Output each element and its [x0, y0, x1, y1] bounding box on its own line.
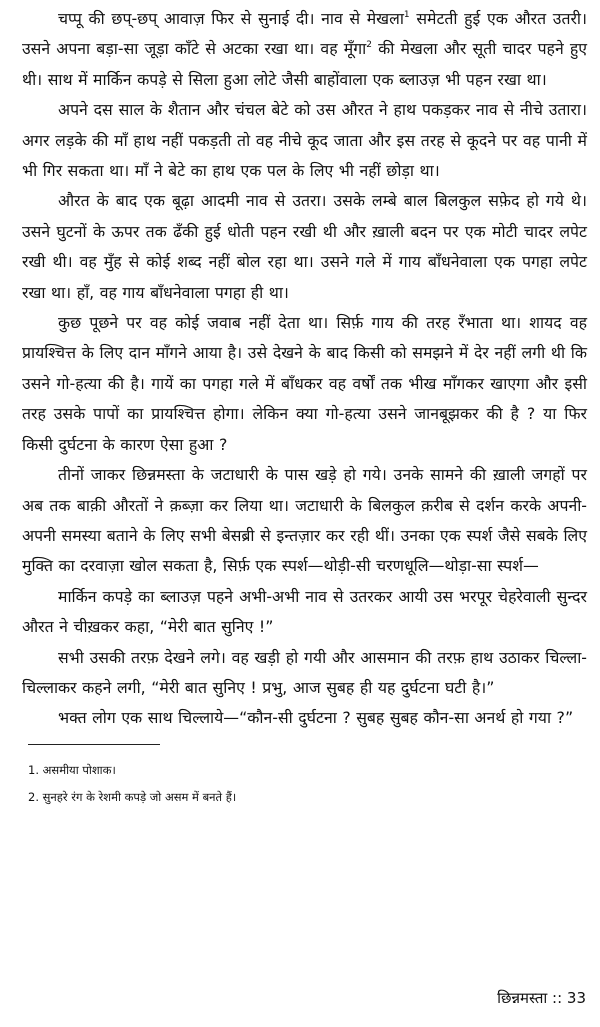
paragraph-1-text-b: समेटती हुई एक औरत उतरी। उसने अपना बड़ा-सा जूड़ा काँटे से अटका रखा था। वह मूँगा	[22, 9, 587, 59]
paragraph-4: कुछ पूछने पर वह कोई जवाब नहीं देता था। सिर्फ़ गाय की तरह रँभाता था। शायद वह प्रायश्चित्त के लिए दान माँगने आया है। उसे देखने के बाद किसी को समझने में देर नहीं लगी थी कि उसने गो-हत्या की है। गायें का पगहा गले में बाँधकर वह वर्षों तक भीख माँगकर खाएगा और इसी तरह उसके पापों का प्रायश्चित्त होगा। लेकिन क्या गो-हत्या उसने जानबूझकर की है ? या फिर किसी दुर्घटना के कारण ऐसा हुआ ?	[22, 313, 587, 454]
paragraph-7: सभी उसकी तरफ़ देखने लगे। वह खड़ी हो गयी और आसमान की तरफ़ हाथ उठाकर चिल्ला-चिल्लाकर कहने लगी, “मेरी बात सुनिए ! प्रभु, आज सुबह ही यह दुर्घटना घटी है।”	[22, 647, 587, 697]
paragraph-5: तीनों जाकर छिन्नमस्ता के जटाधारी के पास खड़े हो गये। उनके सामने की ख़ाली जगहों पर अब तक बाक़ी औरतों ने क़ब्ज़ा कर लिया था। जटाधारी के बिलकुल क़रीब से दर्शन करके अपनी-अपनी समस्या बताने के लिए सभी बेसब्री से इन्तज़ार कर रही थीं। उनका एक स्पर्श जैसे सबके लिए मुक्ति का दरवाज़ा खोल सकता है, सिर्फ़ एक स्पर्श—थोड़ी-सी चरणधूलि—थोड़ा-सा स्पर्श—	[22, 465, 587, 576]
footnote-marker-1: 1	[403, 10, 410, 20]
footnote-divider	[28, 744, 160, 745]
footnote-2: 2. सुनहरे रंग के रेशमी कपड़े जो असम में बनते हैं।	[28, 789, 237, 804]
paragraph-6: मार्किन कपड़े का ब्लाउज़ पहने अभी-अभी नाव से उतरकर आयी उस भरपूर चेहरेवाली सुन्दर औरत ने चीख़कर कहा, “मेरी बात सुनिए !”	[22, 586, 587, 637]
footnotes	[22, 757, 587, 811]
page-footer: छिन्नमस्ता :: 33	[497, 989, 586, 1007]
paragraph-2: अपने दस साल के शैतान और चंचल बेटे को उस औरत ने हाथ पकड़कर नाव से नीचे उतारा। अगर लड़के की माँ हाथ नहीं पकड़ती तो वह नीचे कूद जाता और इस तरह से कूदने पर वह पानी में भी गिर सकता था। माँ ने बेटे का हाथ एक पल के लिए भी नहीं छोड़ा था।	[22, 100, 587, 181]
footnote-1: 1. असमीया पोशाक।	[28, 762, 116, 777]
paragraph-3: औरत के बाद एक बूढ़ा आदमी नाव से उतरा। उसके लम्बे बाल बिलकुल सफ़ेद हो गये थे। उसने घुटनों के ऊपर तक ढँकी हुई धोती पहन रखी थी और ख़ाली बदन पर एक मोटी चादर लपेट रखी थी। वह मुँह से कोई शब्द नहीं बोल रहा था। उसने गले में गाय बाँधनेवाला एक पगहा लपेट रखा था। हाँ, वह गाय बाँधनेवाला पगहा ही था।	[22, 191, 587, 302]
paragraph-1-text-a: चप्पू की छप्-छप् आवाज़ फिर से सुनाई दी। नाव से मेखला	[58, 9, 404, 28]
body-text	[22, 4, 587, 734]
paragraph-1	[22, 4, 587, 95]
paragraph-1-text-c: की मेखला और सूती चादर पहने हुए थी। साथ में मार्किन कपड़े से सिला हुआ लोटे जैसी बाहोंवाला एक ब्लाउज़ भी पहन रखा था।	[22, 39, 587, 89]
footnote-marker-2: 2	[366, 40, 372, 51]
paragraph-8: भक्त लोग एक साथ चिल्लाये—“कौन-सी दुर्घटना ? सुबह सुबह कौन-सा अनर्थ हो गया ?”	[58, 708, 574, 728]
